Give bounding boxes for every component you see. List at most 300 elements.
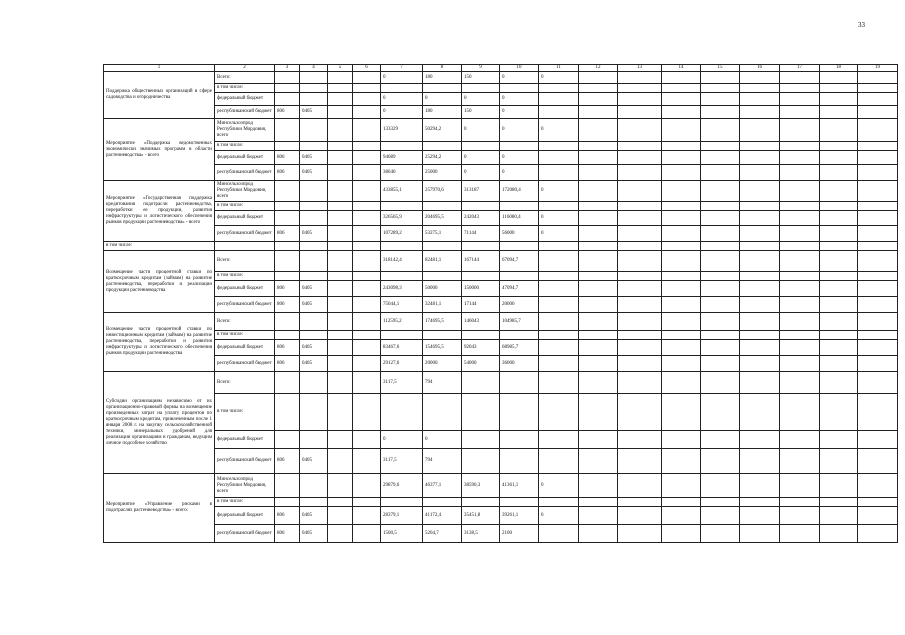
empty-cell bbox=[780, 507, 820, 525]
empty-cell bbox=[858, 251, 898, 272]
table-row bbox=[104, 84, 898, 93]
value-cell: 313187 bbox=[462, 181, 500, 202]
empty-cell bbox=[780, 106, 820, 119]
value-cell: 50294,2 bbox=[423, 119, 462, 142]
value-cell bbox=[423, 394, 462, 431]
value-cell bbox=[462, 498, 500, 507]
empty-cell bbox=[820, 151, 858, 165]
empty-cell bbox=[820, 356, 858, 372]
empty-cell bbox=[353, 165, 381, 181]
empty-cell bbox=[820, 394, 858, 431]
empty-cell bbox=[701, 498, 740, 507]
value-cell: 94689 bbox=[381, 151, 423, 165]
empty-cell bbox=[820, 72, 858, 84]
empty-cell bbox=[820, 331, 858, 340]
empty-cell bbox=[579, 272, 618, 281]
empty-cell bbox=[662, 394, 701, 431]
column-number: 19 bbox=[858, 65, 898, 72]
grbs-code bbox=[275, 84, 300, 93]
empty-cell bbox=[353, 84, 381, 93]
empty-cell bbox=[328, 394, 353, 431]
empty-cell bbox=[780, 93, 820, 106]
value-cell: 0 bbox=[462, 165, 500, 181]
value-cell: 180 bbox=[423, 72, 462, 84]
empty-cell bbox=[618, 142, 662, 151]
value-cell bbox=[500, 142, 539, 151]
table-row bbox=[104, 507, 898, 525]
funding-source bbox=[215, 242, 275, 251]
value-cell bbox=[462, 449, 500, 474]
empty-cell bbox=[740, 106, 780, 119]
value-cell: 0 bbox=[381, 106, 423, 119]
funding-source: федеральный бюджет bbox=[215, 151, 275, 165]
section-code bbox=[300, 394, 328, 431]
table-row bbox=[104, 498, 898, 507]
funding-source: федеральный бюджет bbox=[215, 507, 275, 525]
table-row bbox=[104, 474, 898, 498]
empty-cell bbox=[701, 202, 740, 211]
grbs-code bbox=[275, 202, 300, 211]
empty-cell bbox=[579, 431, 618, 449]
value-cell bbox=[539, 313, 579, 331]
empty-cell bbox=[618, 281, 662, 297]
empty-cell bbox=[858, 281, 898, 297]
section-code bbox=[300, 313, 328, 331]
empty-cell bbox=[579, 151, 618, 165]
empty-cell bbox=[662, 151, 701, 165]
grbs-code bbox=[275, 394, 300, 431]
empty-cell bbox=[858, 431, 898, 449]
section-code bbox=[300, 142, 328, 151]
empty-cell bbox=[701, 507, 740, 525]
grbs-code bbox=[275, 93, 300, 106]
funding-source: федеральный бюджет bbox=[215, 93, 275, 106]
value-cell bbox=[539, 272, 579, 281]
value-cell bbox=[381, 84, 423, 93]
empty-cell bbox=[780, 297, 820, 313]
section-code bbox=[300, 72, 328, 84]
empty-cell bbox=[740, 202, 780, 211]
empty-cell bbox=[353, 211, 381, 226]
section-code: 0405 bbox=[300, 226, 328, 242]
empty-cell bbox=[780, 84, 820, 93]
empty-cell bbox=[353, 106, 381, 119]
grbs-code bbox=[275, 372, 300, 394]
row-label: Мероприятие «Управление рисками в подотраслях растениеводства» - всего: bbox=[104, 474, 215, 543]
empty-cell bbox=[820, 372, 858, 394]
empty-cell bbox=[740, 211, 780, 226]
value-cell: 39261,1 bbox=[500, 507, 539, 525]
empty-cell bbox=[618, 151, 662, 165]
empty-cell bbox=[353, 372, 381, 394]
empty-cell bbox=[858, 525, 898, 543]
value-cell: 41172,4 bbox=[423, 507, 462, 525]
empty-cell bbox=[328, 211, 353, 226]
section-code bbox=[300, 93, 328, 106]
value-cell: 116080,4 bbox=[500, 211, 539, 226]
funding-source: федеральный бюджет bbox=[215, 340, 275, 356]
column-number: 5 bbox=[328, 65, 353, 72]
empty-cell bbox=[740, 313, 780, 331]
value-cell: 243098,3 bbox=[381, 281, 423, 297]
empty-cell bbox=[820, 226, 858, 242]
funding-source: в том числе: bbox=[215, 272, 275, 281]
empty-cell bbox=[701, 525, 740, 543]
empty-cell bbox=[740, 498, 780, 507]
empty-cell bbox=[662, 211, 701, 226]
empty-cell bbox=[579, 84, 618, 93]
grbs-code bbox=[275, 331, 300, 340]
empty-cell bbox=[820, 525, 858, 543]
value-cell: 3138,5 bbox=[462, 525, 500, 543]
empty-cell bbox=[328, 181, 353, 202]
value-cell: 35451,8 bbox=[462, 507, 500, 525]
empty-cell bbox=[662, 181, 701, 202]
empty-cell bbox=[662, 106, 701, 119]
value-cell: 146043 bbox=[462, 313, 500, 331]
empty-cell bbox=[858, 356, 898, 372]
value-cell bbox=[381, 142, 423, 151]
value-cell: 0 bbox=[462, 119, 500, 142]
value-cell bbox=[500, 498, 539, 507]
empty-cell bbox=[858, 507, 898, 525]
empty-cell bbox=[579, 251, 618, 272]
value-cell: 0 bbox=[500, 106, 539, 119]
empty-cell bbox=[662, 84, 701, 93]
empty-cell bbox=[740, 181, 780, 202]
grbs-code bbox=[275, 431, 300, 449]
empty-cell bbox=[780, 394, 820, 431]
empty-cell bbox=[618, 313, 662, 331]
empty-cell bbox=[579, 525, 618, 543]
column-number: 10 bbox=[500, 65, 539, 72]
value-cell: 107289,2 bbox=[381, 226, 423, 242]
funding-source: в том числе: bbox=[215, 142, 275, 151]
empty-cell bbox=[618, 372, 662, 394]
empty-cell bbox=[353, 93, 381, 106]
empty-cell bbox=[662, 356, 701, 372]
value-cell: 32481,1 bbox=[423, 297, 462, 313]
empty-cell bbox=[820, 507, 858, 525]
value-cell: 25000 bbox=[423, 165, 462, 181]
empty-cell bbox=[780, 211, 820, 226]
empty-cell bbox=[740, 242, 780, 251]
empty-cell bbox=[701, 72, 740, 84]
value-cell bbox=[539, 297, 579, 313]
value-cell: 167144 bbox=[462, 251, 500, 272]
value-cell bbox=[539, 340, 579, 356]
empty-cell bbox=[701, 211, 740, 226]
empty-cell bbox=[353, 356, 381, 372]
value-cell bbox=[539, 449, 579, 474]
value-cell bbox=[423, 242, 462, 251]
empty-cell bbox=[662, 297, 701, 313]
empty-cell bbox=[353, 474, 381, 498]
section-code bbox=[300, 119, 328, 142]
empty-cell bbox=[780, 272, 820, 281]
empty-cell bbox=[780, 281, 820, 297]
row-label: Поддержка общественных организаций в сфере садоводства и огородничества bbox=[104, 72, 215, 119]
value-cell: 20000 bbox=[423, 356, 462, 372]
value-cell bbox=[462, 394, 500, 431]
value-cell bbox=[539, 525, 579, 543]
funding-source: Всего: bbox=[215, 72, 275, 84]
empty-cell bbox=[780, 474, 820, 498]
empty-cell bbox=[618, 202, 662, 211]
empty-cell bbox=[780, 313, 820, 331]
empty-cell bbox=[353, 151, 381, 165]
value-cell bbox=[500, 202, 539, 211]
empty-cell bbox=[618, 93, 662, 106]
grbs-code bbox=[275, 498, 300, 507]
section-code bbox=[300, 331, 328, 340]
value-cell: 29879,6 bbox=[381, 474, 423, 498]
table-row bbox=[104, 202, 898, 211]
empty-cell bbox=[701, 226, 740, 242]
empty-cell bbox=[820, 142, 858, 151]
empty-cell bbox=[353, 119, 381, 142]
empty-cell bbox=[618, 242, 662, 251]
empty-cell bbox=[662, 507, 701, 525]
section-code bbox=[300, 431, 328, 449]
value-cell: 5204,7 bbox=[423, 525, 462, 543]
column-number: 17 bbox=[780, 65, 820, 72]
empty-cell bbox=[579, 498, 618, 507]
value-cell: 46377,1 bbox=[423, 474, 462, 498]
empty-cell bbox=[858, 93, 898, 106]
empty-cell bbox=[618, 431, 662, 449]
value-cell: 133329 bbox=[381, 119, 423, 142]
value-cell: 20000 bbox=[500, 297, 539, 313]
empty-cell bbox=[858, 151, 898, 165]
empty-cell bbox=[858, 181, 898, 202]
value-cell: 0 bbox=[423, 93, 462, 106]
empty-cell bbox=[328, 72, 353, 84]
value-cell bbox=[500, 372, 539, 394]
section-code: 0405 bbox=[300, 281, 328, 297]
empty-cell bbox=[353, 226, 381, 242]
empty-cell bbox=[328, 449, 353, 474]
value-cell: 0 bbox=[462, 93, 500, 106]
value-cell bbox=[539, 93, 579, 106]
empty-cell bbox=[780, 449, 820, 474]
empty-cell bbox=[780, 525, 820, 543]
value-cell bbox=[500, 242, 539, 251]
value-cell: 0 bbox=[500, 165, 539, 181]
empty-cell bbox=[353, 313, 381, 331]
empty-cell bbox=[858, 474, 898, 498]
empty-cell bbox=[353, 431, 381, 449]
empty-cell bbox=[780, 242, 820, 251]
value-cell bbox=[539, 281, 579, 297]
table-row bbox=[104, 142, 898, 151]
grbs-code bbox=[275, 474, 300, 498]
empty-cell bbox=[353, 394, 381, 431]
value-cell: 180 bbox=[423, 106, 462, 119]
empty-cell bbox=[618, 211, 662, 226]
section-code: 0405 bbox=[300, 449, 328, 474]
funding-source: федеральный бюджет bbox=[215, 281, 275, 297]
funding-source: Всего: bbox=[215, 251, 275, 272]
header-row bbox=[104, 65, 898, 72]
value-cell bbox=[500, 449, 539, 474]
table-row bbox=[104, 431, 898, 449]
empty-cell bbox=[820, 106, 858, 119]
value-cell bbox=[462, 431, 500, 449]
empty-cell bbox=[328, 93, 353, 106]
empty-cell bbox=[328, 356, 353, 372]
value-cell: 38590,3 bbox=[462, 474, 500, 498]
empty-cell bbox=[353, 242, 381, 251]
empty-cell bbox=[662, 119, 701, 142]
value-cell bbox=[462, 372, 500, 394]
empty-cell bbox=[740, 151, 780, 165]
empty-cell bbox=[701, 297, 740, 313]
empty-cell bbox=[858, 226, 898, 242]
empty-cell bbox=[662, 272, 701, 281]
empty-cell bbox=[740, 251, 780, 272]
empty-cell bbox=[858, 119, 898, 142]
value-cell: 38640 bbox=[381, 165, 423, 181]
empty-cell bbox=[858, 313, 898, 331]
value-cell: 1500,5 bbox=[381, 525, 423, 543]
empty-cell bbox=[740, 72, 780, 84]
value-cell: 174695,5 bbox=[423, 313, 462, 331]
funding-source: федеральный бюджет bbox=[215, 431, 275, 449]
empty-cell bbox=[579, 297, 618, 313]
empty-cell bbox=[701, 474, 740, 498]
empty-cell bbox=[662, 142, 701, 151]
column-number: 12 bbox=[579, 65, 618, 72]
value-cell bbox=[539, 431, 579, 449]
empty-cell bbox=[662, 498, 701, 507]
empty-cell bbox=[618, 251, 662, 272]
empty-cell bbox=[701, 84, 740, 93]
empty-cell bbox=[579, 313, 618, 331]
value-cell bbox=[539, 242, 579, 251]
value-cell bbox=[539, 372, 579, 394]
value-cell bbox=[500, 84, 539, 93]
value-cell: 3117,5 bbox=[381, 449, 423, 474]
empty-cell bbox=[618, 297, 662, 313]
value-cell: 0 bbox=[539, 507, 579, 525]
empty-cell bbox=[618, 72, 662, 84]
value-cell: 0 bbox=[539, 181, 579, 202]
empty-cell bbox=[618, 84, 662, 93]
empty-cell bbox=[662, 431, 701, 449]
empty-cell bbox=[618, 449, 662, 474]
empty-cell bbox=[780, 226, 820, 242]
section-code: 0405 bbox=[300, 340, 328, 356]
empty-cell bbox=[820, 119, 858, 142]
empty-cell bbox=[579, 372, 618, 394]
value-cell: 112595,2 bbox=[381, 313, 423, 331]
table-row bbox=[104, 93, 898, 106]
empty-cell bbox=[740, 93, 780, 106]
empty-cell bbox=[820, 297, 858, 313]
empty-cell bbox=[820, 340, 858, 356]
empty-cell bbox=[662, 340, 701, 356]
empty-cell bbox=[740, 507, 780, 525]
empty-cell bbox=[579, 119, 618, 142]
value-cell: 318142,4 bbox=[381, 251, 423, 272]
table-row bbox=[104, 72, 898, 84]
empty-cell bbox=[328, 202, 353, 211]
grbs-code bbox=[275, 142, 300, 151]
empty-cell bbox=[701, 119, 740, 142]
table-row bbox=[104, 272, 898, 281]
empty-cell bbox=[740, 474, 780, 498]
empty-cell bbox=[780, 119, 820, 142]
funding-source: республиканский бюджет bbox=[215, 449, 275, 474]
column-number: 13 bbox=[618, 65, 662, 72]
value-cell bbox=[423, 272, 462, 281]
budget-table bbox=[103, 64, 898, 543]
funding-source: Всего: bbox=[215, 372, 275, 394]
empty-cell bbox=[353, 507, 381, 525]
empty-cell bbox=[780, 356, 820, 372]
empty-cell bbox=[858, 165, 898, 181]
value-cell: 75044,1 bbox=[381, 297, 423, 313]
table-row bbox=[104, 242, 898, 251]
value-cell: 794 bbox=[423, 449, 462, 474]
empty-cell bbox=[740, 84, 780, 93]
value-cell: 0 bbox=[539, 211, 579, 226]
value-cell bbox=[539, 498, 579, 507]
table-row bbox=[104, 165, 898, 181]
value-cell: 2100 bbox=[500, 525, 539, 543]
column-number: 9 bbox=[462, 65, 500, 72]
empty-cell bbox=[328, 119, 353, 142]
empty-cell bbox=[780, 340, 820, 356]
empty-cell bbox=[662, 281, 701, 297]
empty-cell bbox=[858, 211, 898, 226]
empty-cell bbox=[820, 242, 858, 251]
section-code: 0405 bbox=[300, 151, 328, 165]
grbs-code bbox=[275, 119, 300, 142]
grbs-code bbox=[275, 242, 300, 251]
empty-cell bbox=[740, 119, 780, 142]
empty-cell bbox=[740, 331, 780, 340]
empty-cell bbox=[820, 449, 858, 474]
value-cell: 71144 bbox=[462, 226, 500, 242]
grbs-code: 806 bbox=[275, 151, 300, 165]
value-cell: 41361,1 bbox=[500, 474, 539, 498]
empty-cell bbox=[740, 142, 780, 151]
value-cell: 83467,6 bbox=[381, 340, 423, 356]
row-label: Мероприятие «Поддержка ведомственных экономически значимых программ в области растениеводства» - всего bbox=[104, 119, 215, 181]
section-code: 0405 bbox=[300, 106, 328, 119]
empty-cell bbox=[858, 72, 898, 84]
grbs-code bbox=[275, 251, 300, 272]
value-cell: 3117,5 bbox=[381, 372, 423, 394]
empty-cell bbox=[579, 474, 618, 498]
empty-cell bbox=[858, 242, 898, 251]
value-cell: 0 bbox=[539, 226, 579, 242]
empty-cell bbox=[353, 281, 381, 297]
empty-cell bbox=[618, 340, 662, 356]
empty-cell bbox=[618, 119, 662, 142]
column-number: 2 bbox=[215, 65, 275, 72]
value-cell: 0 bbox=[381, 72, 423, 84]
empty-cell bbox=[820, 84, 858, 93]
row-label: Субсидии организациям независимо от их организационно-правовой формы на возмещение произведенных затрат на уплату процентов по краткосрочным кредитам, привлеченным после 1 января 2008 г. на закупку сельскохозяйственной техники, минеральных удобрений для реализации организациям и гражданам, ведущим личное подсобное хозяйство bbox=[104, 372, 215, 474]
grbs-code: 806 bbox=[275, 297, 300, 313]
row-label: в том числе: bbox=[104, 242, 215, 251]
value-cell: 92043 bbox=[462, 340, 500, 356]
value-cell bbox=[462, 84, 500, 93]
empty-cell bbox=[579, 242, 618, 251]
